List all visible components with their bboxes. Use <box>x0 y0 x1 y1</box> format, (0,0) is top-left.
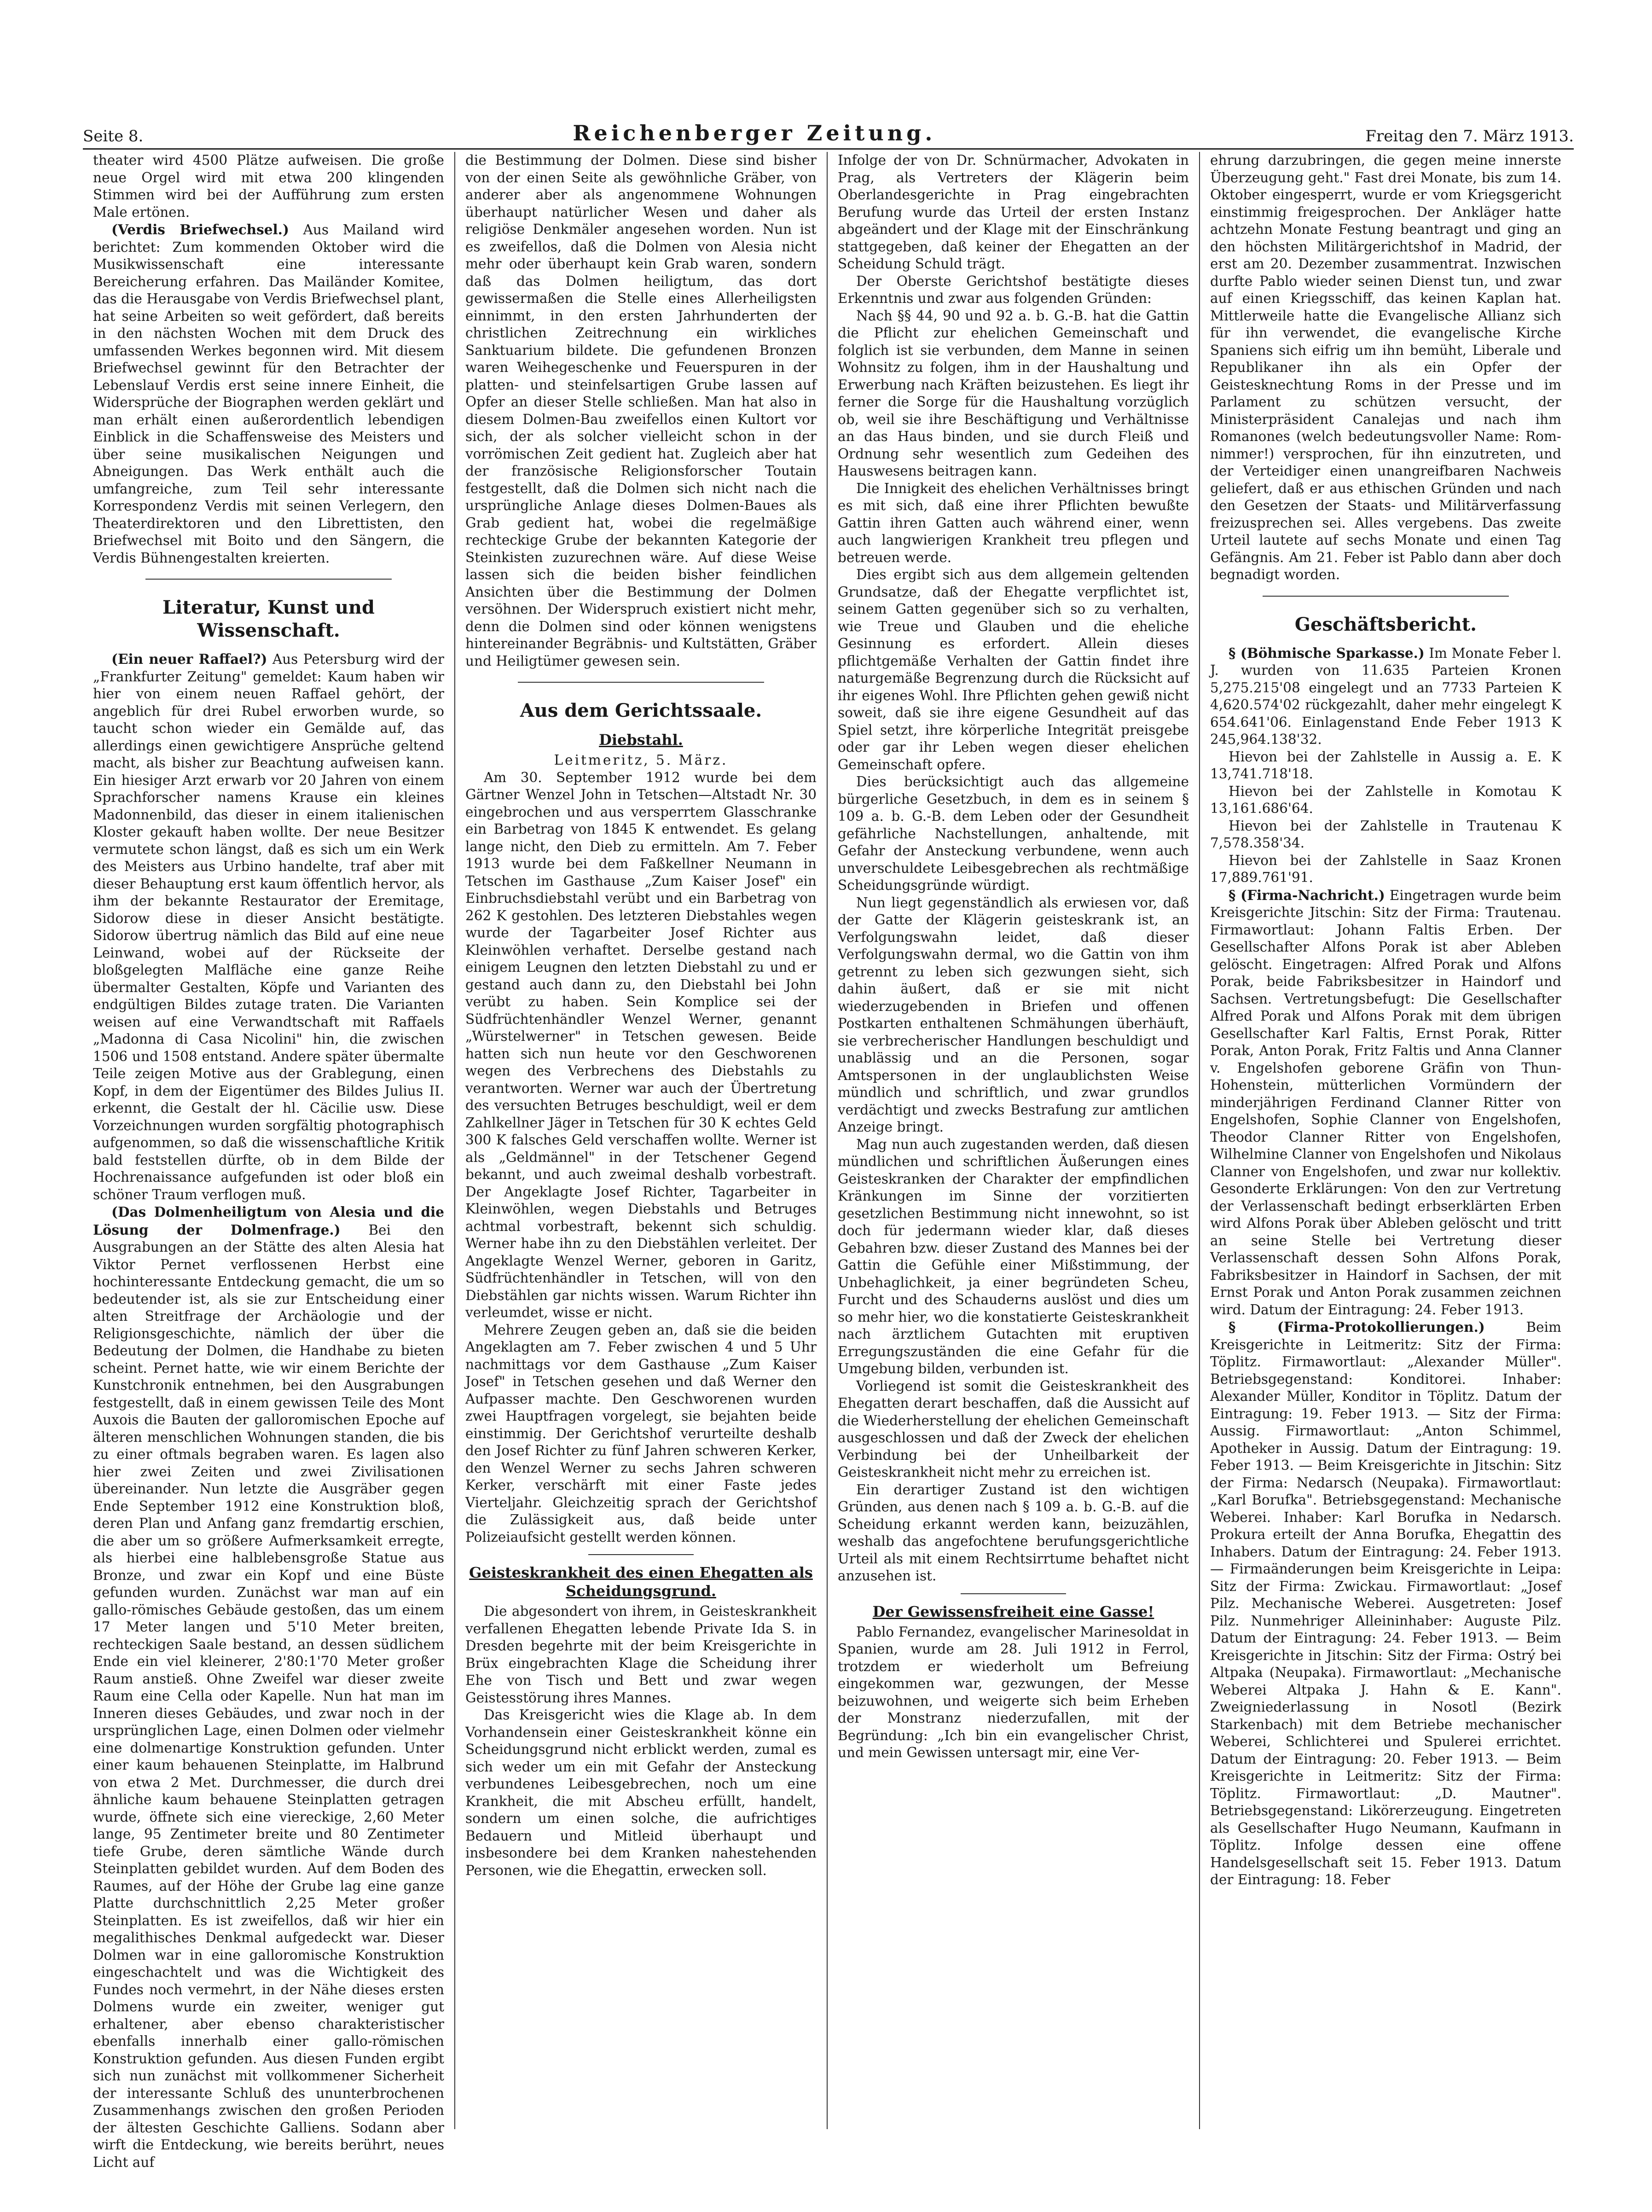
paragraph-lead: § (Firma-Protokollierungen.) <box>1229 1319 1485 1335</box>
paragraph-text: Aus Petersburg wird der „Frankfurter Zeitung" gemeldet: Kaum haben wir hier von einem neuen Raffael gehört, der angeblich für drei Rubel erworben wurde, so taucht schon wieder ein Gemälde auf, das allerdings einen gewichtigere Ansprüche geltend macht, als bisher zur Beachtung aufweisen kann. Ein hiesiger Arzt erwarb vor 20 Jahren von einem Sprachforscher namens Krause ein kleines Madonnenbild, das dieser in einem italienischen Kloster gekauft haben wollte. Der neue Besitzer vermutete schon längst, daß es sich um ein Werk des Meisters aus Urbino handelte, traf aber mit dieser Behauptung erst kaum öffentlich hervor, als ihm der bekannte Restaurator der Eremitage, Sidorow diese in dieser Ansicht bestätigte. Sidorow übertrug nämlich das Bild auf eine neue Leinwand, wobei auf der Rückseite der bloßgelegten Malfläche eine ganze Reihe übermalter Gestalten, Köpfe und Varianten des endgültigen Bildes zutage traten. Die Varianten weisen auf eine Verwandtschaft mit Raffaels „Madonna di Casa Nicolini" hin, die zwischen 1506 und 1508 entstand. Andere später übermalte Teile zeigen Motive aus der Grablegung, einen Kopf, in dem der Eigentümer des Bildes Julius II. erkennt, die Gestalt der hl. Cäcilie usw. Diese Vorzeichnungen wurden sorgfältig photographisch aufgenommen, so daß die wissenschaftliche Kritik bald feststellen dürfte, ob in dem Bilde der Hochrenaissance aufgefunden ist oder bloß ein schöner Traum verflogen muß. <box>93 651 444 1202</box>
article-heading-conscience: Der Gewissensfreiheit eine Gasse! <box>872 1602 1154 1620</box>
article-heading-insanity: Geisteskrankheit des einen Ehegatten als Scheidungsgrund. <box>469 1564 813 1600</box>
paragraph-lead: § (Firma-Nachricht.) <box>1229 887 1385 903</box>
paragraph: Nun liegt gegenständlich als erwiesen vor, daß der Gatte der Klägerin geisteskrank ist, an Verfolgungswahn leidet, daß dieser Verfolgungswahn dermal, wo die Gattin von ihm getrennt zu leben sich gezwungen sieht, sich dahin äußert, daß er sie mit nicht wiederzugebenden in Briefen und offenen Postkarten enthaltenen Schmähungen überhäuft, sie verbrecherischer Handlungen beschuldigt und unablässig und an die Personen, sogar Amtspersonen in der unglaublichsten Weise mündlich und schriftlich, und zwar grundlos verdächtigt und zwecks Bestrafung zur amtlichen Anzeige bringt. <box>838 894 1189 1135</box>
column-4 <box>1200 152 1571 2129</box>
paragraph: Infolge der von Dr. Schnürmacher, Advokaten in Prag, als Vertreters der Klägerin beim Oberlandesgerichte in Prag eingebrachten Berufung wurde das Urteil der ersten Instanz abgeändert und der Klage mit der Einschränkung stattgegeben, daß keiner der Ehegatten an der Scheidung Schuld trägt. <box>838 152 1189 272</box>
paragraph: Am 30. September 1912 wurde bei dem Gärtner Wenzel John in Tetschen—Altstadt Nr. 30 eingebrochen und aus versperrtem Glasschranke ein Barbetrag von 1845 K entwendet. Es gelang lange nicht, den Dieb zu ermitteln. Am 7. Feber 1913 wurde bei dem Faßkellner Neumann in Tetschen im Gasthause „Zum Kaiser Josef" ein Einbruchsdiebstahl verübt und ein Barbetrag von 262 K gestohlen. Des letzteren Diebstahles wegen wurde der Tagarbeiter Josef Richter aus Kleinwöhlen verhaftet. Derselbe gestand nach einigem Leugnen den letzten Diebstahl zu und er gestand auch dann zu, den Diebstahl bei John verübt zu haben. Sein Komplice sei der Südfrüchtenhändler Wenzel Werner, genannt „Würstelwerner" in Tetschen gewesen. Beide hatten sich nun heute vor den Geschworenen wegen des Verbrechens des Diebstahls zu verantworten. Werner war auch der Übertretung des versuchten Betruges beschuldigt, weil er dem Zahlkellner Jäger in Tetschen für 30 K echtes Geld 300 K falsches Geld verschaffen wollte. Werner ist als „Geldmännel" in der Tetschener Gegend bekannt, und auch zweimal deshalb vorbestraft. Der Angeklagte Josef Richter, Tagarbeiter in Kleinwöhlen, wegen Diebstahls und Betruges achtmal vorbestraft, bekennt sich schuldig. Werner habe ihn zu den Diebstählen verleitet. Der Angeklagte Wenzel Werner, geboren in Garitz, Südfrüchtenhändler in Tetschen, will von den Diebstählen gar nichts wissen. Warum Richter ihn verleumdet, wisse er nicht. <box>465 769 817 1320</box>
paragraph-text: Bei den Ausgrabungen an der Stätte des alten Alesia hat Viktor Pernet verflossenen Herbst eine hochinteressante Entdeckung gemacht, die um so bedeutender ist, als sie zur Entscheidung einer alten Streitfrage der Archäologie und der Religionsgeschichte, nämlich der über die Bedeutung der Dolmen, die Handhabe zu bieten scheint. Pernet hatte, wie wir einem Berichte der Kunstchronik entnehmen, bei den Ausgrabungen festgestellt, daß in einem gewissen Teile des Mont Auxois die Bauten der galloromischen Epoche auf älteren menschlichen Wohnungen standen, die bis zu einer oftmals begraben waren. Es lagen also hier zwei Zeiten und zwei Zivilisationen übereinander. Nun letzte die Ausgräber gegen Ende September 1912 eine Konstruktion bloß, deren Plan und Anfang ganz fremdartig erschien, die aber um so größere Aufmerksamkeit erregte, als hierbei eine halblebensgroße Statue aus Bronze, und zwar ein Kopf und eine Büste gefunden wurden. Zunächst war man auf ein gallo-römisches Gebäude gestoßen, das um einem 17 Meter langen und 5'10 Meter breiten, rechteckigen Saale bestand, an dessen südlichem Ende ein viel kleinerer, 2'80:1'70 Meter großer Raum anstieß. Ohne Zweifel war dieser zweite Raum eine Cella oder Kapelle. Nun hat man im Inneren dieses Gebäudes, und zwar noch in der ursprünglichen Lage, einen Dolmen oder vielmehr eine dolmenartige Konstruktion gefunden. Unter einer kaum behauenen Steinplatte, im Halbrund von etwa 2 Met. Durchmesser, die durch drei ähnliche kaum behauene Steinplatten getragen wurde, öffnete sich eine viereckige, 2,60 Meter lange, 95 Zentimeter breite und 80 Zentimeter tiefe Grube, deren sämtliche Wände durch Steinplatten gebildet wurden. Auf dem Boden des Raumes, auf der Höhe der Grube lag eine ganze Platte durchschnittlich 2,25 Meter großer Steinplatten. Es ist zweifellos, daß wir hier ein megalithisches Denkmal aufgedeckt war. Dieser Dolmen war in eine galloromische Konstruktion eingeschachtelt und was die Wichtigkeit des Fundes noch vermehrt, in der Nähe dieses ersten Dolmens wurde ein zweiter, weniger gut erhaltener, aber ebenso charakteristischer ebenfalls innerhalb einer gallo-römischen Konstruktion gefunden. Aus diesen Funden ergibt sich nun zunächst mit vollkommener Sicherheit der interessante Schluß des ununterbrochenen Zusammenhangs zwischen den großen Perioden der ältesten Geschichte Galliens. Sodann aber wirft die Entdeckung, wie bereits berührt, neues Licht auf <box>93 1222 444 2170</box>
paragraph: Hievon bei der Zahlstelle in Aussig a. E. K 13,741.718'18. <box>1210 749 1561 782</box>
section-divider <box>1263 596 1508 597</box>
paragraph: Hievon bei der Zahlstelle in Trautenau K 7,578.358'34. <box>1210 818 1561 851</box>
paragraph: die Bestimmung der Dolmen. Diese sind bisher von der einen Seite als gewöhnliche Gräber, von anderer aber als angenommene Wohnungen überhaupt natürlicher Wesen und daher als religiöse Denkmäler angesehen worden. Nun ist es zweifellos, daß die Dolmen von Alesia nicht mehr oder überhaupt kein Grab waren, sondern daß das Dolmen heiligtum, das dort gewissermaßen die Stelle eines Allerheiligsten einnimmt, in den ersten Jahrhunderten der christlichen Zeitrechnung ein wirkliches Sanktuarium bildete. Die gefundenen Bronzen waren Weihegeschenke und Feuerspuren in der platten- und steinfelsartigen Grube lassen auf Opfer an dieser Stelle schließen. Man hat also in diesem Dolmen-Bau zweifellos einen Kultort vor sich, der als solcher vielleicht schon in der vorrömischen Zeit gedient hat. Zugleich aber hat der französische Religionsforscher Toutain festgestellt, daß die Dolmen sich nicht nach die ursprüngliche Anlage dieses Dolmen-Baues als Grab gedient hat, wobei die regelmäßige rechteckige Grube der bekannten Kategorie der Steinkisten zuzurechnen wäre. Auf diese Weise lassen sich die beiden bisher feindlichen Ansichten über die Bestimmung der Dolmen versöhnen. Der Widerspruch existiert nicht mehr, denn die Dolmen sind oder können wenigstens hintereinander Begräbnis- und Kultstätten, Gräber und Heiligtümer gewesen sein. <box>465 152 817 669</box>
paragraph: Hievon bei der Zahlstelle in Komotau K 13,161.686'64. <box>1210 783 1561 816</box>
paragraph: Mag nun auch zugestanden werden, daß diesen mündlichen und schriftlichen Äußerungen eines Geisteskranken der Charakter der empfindlichen Kränkungen im Sinne der vorzitierten gesetzlichen Bestimmung nicht innewohnt, so ist doch für jedermann wieder klar, daß dieses Gebahren bzw. dieser Zustand des Mannes bei der Gattin die Gefühle einer Mißstimmung, der Unbehaglichkeit, ja einer begründeten Scheu, Furcht und des Schauderns auslöst und dies um so mehr hier, wo die konstatierte Geisteskrankheit nach ärztlichem Gutachten mit eruptiven Erregungszuständen die eine Gefahr für die Umgebung bilden, verbunden ist. <box>838 1136 1189 1376</box>
paragraph-text: Im Monate Feber l. J. wurden von 11.635 Parteien Kronen 5,275.215'08 eingelegt und an 7733 Parteien K 4,620.574'02 rückgezahlt, daher mehr eingelegt K 654.641'06. Einlagenstand Ende Feber 1913 K 245,964.138'32. <box>1210 645 1561 747</box>
section-divider <box>518 682 764 683</box>
article-divider <box>961 1593 1066 1594</box>
article-columns <box>83 152 1571 2170</box>
paragraph: Die abgesondert von ihrem, in Geisteskrankheit verfallenen Ehegatten lebende Private Ida S. in Dresden begehrte mit der beim Kreisgerichte in Brüx eingebrachten Klage die Scheidung ihrer Ehe von Tisch und Bett und zwar wegen Geistesstörung ihres Mannes. <box>465 1603 817 1706</box>
column-3 <box>828 152 1200 2129</box>
paragraph: ehrung darzubringen, die gegen meine innerste Überzeugung geht." Fast drei Monate, bis zum 14. Oktober eingesperrt, wurde er vom Kriegsgericht einstimmig freigesprochen. Der Ankläger hatte achtzehn Monate Festung beantragt und ging an den höchsten Militärgerichtshof in Madrid, der erst am 20. Dezember zusammentrat. Inzwischen durfte Pablo wieder seinen Dienst tun, und zwar auf einen Kriegsschiff, das keinen Kaplan hat. Mittlerweile hatte die Evangelische Allianz sich für ihn verwendet, die evangelische Kirche Spaniens sich eifrig um ihn bemüht, Liberale und Republikaner ihn als ein Opfer der Geistesknechtung Roms in der Presse und im Parlament zu schützen versucht, der Ministerpräsident Canalejas und nach ihm Romanones (welch bedeutungsvoller Name: Rom-nimmer!) versprochen, für ihn einzutreten, und der Verteidiger einen unangreifbaren Nachweis geliefert, daß er aus ethischen Gründen und nach den Gesetzen der Staats- und Militärverfassung freizusprechen sei. Alles vergebens. Das zweite Urteil lautete auf sechs Monate und einen Tag Gefängnis. Am 21. Feber ist Pablo dann aber doch begnadigt worden. <box>1210 152 1561 582</box>
paragraph: Der Oberste Gerichtshof bestätigte dieses Erkenntnis und zwar aus folgenden Gründen: <box>838 273 1189 306</box>
article-divider <box>588 1554 694 1555</box>
page-number: Seite 8. <box>83 127 144 145</box>
section-heading-literature: Literatur, Kunst und Wissenschaft. <box>162 597 375 641</box>
column-1 <box>83 152 455 2170</box>
paragraph: theater wird 4500 Plätze aufweisen. Die große neue Orgel wird mit etwa 200 klingenden Stimmen wird bei der Aufführung zum ersten Male ertönen. <box>93 152 444 220</box>
paragraph-lead: (Ein neuer Raffael?) <box>111 651 267 667</box>
paragraph: Die Innigkeit des ehelichen Verhältnisses bringt es mit sich, daß eine ihrer Pflichten bewußte Gattin ihren Gatten auch während einer, wenn auch langwierigen Krankheit treu pflegen und betreuen werde. <box>838 480 1189 565</box>
section-heading-court: Aus dem Gerichtssaale. <box>520 700 762 721</box>
masthead <box>83 116 1574 150</box>
section-divider <box>145 579 391 580</box>
paragraph-lead: (Das Dolmenheiligtum von Alesia und die Lösung der Dolmenfrage.) <box>93 1204 444 1238</box>
dateline: Leitmeritz, 5. März. <box>554 752 728 768</box>
paragraph <box>1210 887 1561 1319</box>
paragraph <box>93 221 444 567</box>
paragraph: Dies berücksichtigt auch das allgemeine bürgerliche Gesetzbuch, in dem es in seinem § 109 a. b. G.-B. dem Leben oder der Gesundheit gefährliche Nachstellungen, anhaltende, mit Gefahr der Ansteckung verbundene, wenn auch unverschuldete Leibesgebrechen als rechtmäßige Scheidungsgründe würdigt. <box>838 774 1189 893</box>
section-heading-business: Geschäftsbericht. <box>1294 613 1477 635</box>
paragraph: Das Kreisgericht wies die Klage ab. In dem Vorhandensein einer Geisteskrankheit könne ein Scheidungsgrund nicht erblickt werden, zumal es sich weder um ein mit Gefahr der Ansteckung verbundenes Leibesgebrechen, noch um eine Krankheit, die mit Abscheu erfüllt, handelt, sondern um einen solche, die aufrichtiges Bedauern und Mitleid überhaupt und insbesondere bei dem Kranken nahestehenden Personen, wie die Ehegattin, erwecken soll. <box>465 1707 817 1878</box>
paragraph-text: Aus Mailand wird berichtet: Zum kommenden Oktober wird die Musikwissenschaft eine interessante Bereicherung erfahren. Das Mailänder Komitee, das die Herausgabe von Verdis Briefwechsel plant, hat seine Arbeiten so weit gefördert, daß bereits in den nächsten Wochen mit dem Druck des umfassenden Werkes begonnen wird. Mit diesem Briefwechsel gewinnt für den Betrachter der Lebenslauf Verdis erst seine innere Einheit, die Widersprüche der Biographen werden geklärt und man erhält einen außerordentlich lebendigen Einblick in die Schaffensweise des Meisters und über seine musikalischen Neigungen und Abneigungen. Das Werk enthält auch die umfangreiche, zum Teil sehr interessante Korrespondenz Verdis mit seinen Verlegern, den Theaterdirektoren und den Librettisten, den Briefwechsel mit Boito und den Sängern, die Verdis Bühnengestalten kreierten. <box>93 222 444 566</box>
paragraph: Mehrere Zeugen geben an, daß sie die beiden Angeklagten am 7. Feber zwischen 4 und 5 Uhr nachmittags vor dem Gasthause „Zum Kaiser Josef" in Tetschen gesehen und daß Werner den Aufpasser machte. Den Geschworenen wurden zwei Hauptfragen vorgelegt, sie bejahten beide einstimmig. Der Gerichtshof verurteilte deshalb den Josef Richter zu fünf Jahren schweren Kerker, den Wenzel Werner zu sechs Jahren schweren Kerker, verschärft mit einer Faste jedes Vierteljahr. Gleichzeitig sprach der Gerichtshof die Zulässigkeit aus, daß beide unter Polizeiaufsicht gestellt werden können. <box>465 1322 817 1545</box>
paragraph <box>1210 644 1561 749</box>
paragraph: Vorliegend ist somit die Geisteskrankheit des Ehegatten derart beschaffen, daß die Aussicht auf die Wiederherstellung der ehelichen Gemeinschaft ausgeschlossen und daß der Zweck der ehelichen Verbindung bei der Unheilbarkeit der Geisteskrankheit nicht mehr zu erreichen ist. <box>838 1378 1189 1480</box>
paragraph-text: Eingetragen wurde beim Kreisgerichte Jitschin: Sitz der Firma: Trautenau. Firmawortlaut: Johann Faltis Erben. Der Gesellschafter Alfons Porak ist aber Ableben gelöscht. Eingetragen: Alfred Porak und Alfons Porak, beide Fabriksbesitzer in Haindorf und Sachsen. Vertretungsbefugt: Die Gesellschafter Alfred Porak und Alfons Porak mit dem übrigen Gesellschafter Karl Faltis, Ernst Porak, Ritter Porak, Anton Porak, Fritz Faltis und Anna Clanner v. Engelshofen geborene Gräfin von Thun-Hohenstein, mütterlichen Vormündern der minderjährigen Ferdinand Clanner Ritter von Engelshofen, Sophie Clanner von Engelshofen, Theodor Clanner Ritter von Engelshofen, Wilhelmine Clanner von Engelshofen und Nikolaus Clanner von Engelshofen, und zwar nur kollektiv. Gesonderte Erklärungen: Von den zur Vertretung der Verlassenschaft bedingt erbserklärten Erben wird Alfons Porak über Ableben gelöscht und tritt an seine Stelle bei Vertretung dieser Verlassenschaft dessen Sohn Alfons Porak, Fabriksbesitzer in Haindorf in Sachsen, der mit Ernst Porak und Anton Porak zusammen zeichnen wird. Datum der Eintragung: 24. Feber 1913. <box>1210 887 1561 1318</box>
paragraph: Hievon bei der Zahlstelle in Saaz Kronen 17,889.761'91. <box>1210 852 1561 885</box>
paragraph <box>93 650 444 1203</box>
paragraph: Dies ergibt sich aus dem allgemein geltenden Grundsatze, daß der Ehegatte verpflichtet ist, seinem Gatten gegenüber sich so zu verhalten, wie Treue und Glauben und die eheliche Gesinnung es erfordert. Allein dieses pflichtgemäße Verhalten der Gattin findet ihre naturgemäße Begrenzung durch die Rücksicht auf ihr eigenes Wohl. Ihre Pflichten gehen gewiß nicht soweit, daß sie ihre eigene Gesundheit auf das Spiel setzt, ihre körperliche Integrität preisgebe oder gar ihr Leben wegen dieser ehelichen Gemeinschaft opfere. <box>838 567 1189 772</box>
paragraph-lead: (Verdis Briefwechsel.) <box>111 221 289 238</box>
paragraph-text: Beim Kreisgerichte in Leitmeritz: Sitz der Firma: Töplitz. Firmawortlaut: „Alexander Müller". Betriebsgegenstand: Konditorei. Inhaber: Alexander Müller, Konditor in Töplitz. Datum der Eintragung: 19. Feber 1913. — Sitz der Firma: Aussig. Firmawortlaut: „Anton Schimmel, Apotheker in Aussig. Datum der Eintragung: 19. Feber 1913. — Beim Kreisgerichte in Jitschin: Sitz der Firma: Nedarsch (Neupaka). Firmawortlaut: „Karl Borufka". Betriebsgegenstand: Mechanische Weberei. Inhaber: Karl Borufka in Nedarsch. Prokura erteilt der Anna Borufka, Ehegattin des Inhabers. Datum der Eintragung: 24. Feber 1913. — Firmaänderungen beim Kreisgerichte in Leipa: Sitz der Firma: Zwickau. Firmawortlaut: „Josef Pilz. Mechanische Weberei. Ausgetreten: Josef Pilz. Nunmehriger Alleininhaber: Auguste Pilz. Datum der Eintragung: 24. Feber 1913. — Beim Kreisgerichte in Jitschin: Sitz der Firma: Ostrý bei Altpaka (Neupaka). Firmawortlaut: „Mechanische Weberei Altpaka J. Hahn & E. Kann". Zweigniederlassung in Nosotl (Bezirk Starkenbach) mit dem Betriebe mechanischer Weberei, Schlichterei und Spulerei errichtet. Datum der Eintragung: 20. Feber 1913. — Beim Kreisgerichte in Leitmeritz: Sitz der Firma: Töplitz. Firmawortlaut: „D. Mautner". Betriebsgegenstand: Likörerzeugung. Eingetreten als Gesellschafter Hugo Neumann, Kaufmann in Töplitz. Infolge dessen eine offene Handelsgesellschaft seit 15. Feber 1913. Datum der Eintragung: 18. Feber <box>1210 1319 1561 1887</box>
article-heading-theft: Diebstahl. <box>599 731 683 749</box>
paragraph <box>1210 1318 1561 1889</box>
paragraph: Ein derartiger Zustand ist den wichtigen Gründen, aus denen nach § 109 a. b. G.-B. auf die Scheidung erkannt werden kann, beizuzählen, weshalb das angefochtene berufungsgerichtliche Urteil als mit einem Rechtsirrtume behaftet nicht anzusehen ist. <box>838 1481 1189 1584</box>
paragraph: Nach §§ 44, 90 und 92 a. b. G.-B. hat die Gattin die Pflicht zur ehelichen Gemeinschaft und folglich ist sie verbunden, dem Manne in seinen Wohnsitz zu folgen, ihm in der Haushaltung und Erwerbung nach Kräften beizustehen. Es liegt ihr ferner die Sorge für die Haushaltung vorzüglich ob, weil sie ihre Beschäftigung und Verhältnisse an das Haus binden, und sie durch Fleiß und Ordnung sehr wesentlich zum Gedeihen des Hauswesens beitragen kann. <box>838 308 1189 479</box>
column-2 <box>455 152 828 2129</box>
issue-date: Freitag den 7. März 1913. <box>1365 127 1574 145</box>
paragraph <box>93 1203 444 2171</box>
newspaper-title: Reichenberger Zeitung. <box>573 121 936 145</box>
paragraph: Pablo Fernandez, evangelischer Marinesoldat in Spanien, wurde am 28. Juli 1912 in Ferrol, trotzdem er wiederholt um Befreiung eingekommen war, gezwungen, der Messe beizuwohnen, und weigerte sich beim Erheben der Monstranz niederzufallen, mit der Begründung: „Ich bin ein evangelischer Christ, und mein Gewissen untersagt mir, eine Ver- <box>838 1624 1189 1760</box>
paragraph-lead: § (Böhmische Sparkasse.) <box>1229 644 1425 661</box>
